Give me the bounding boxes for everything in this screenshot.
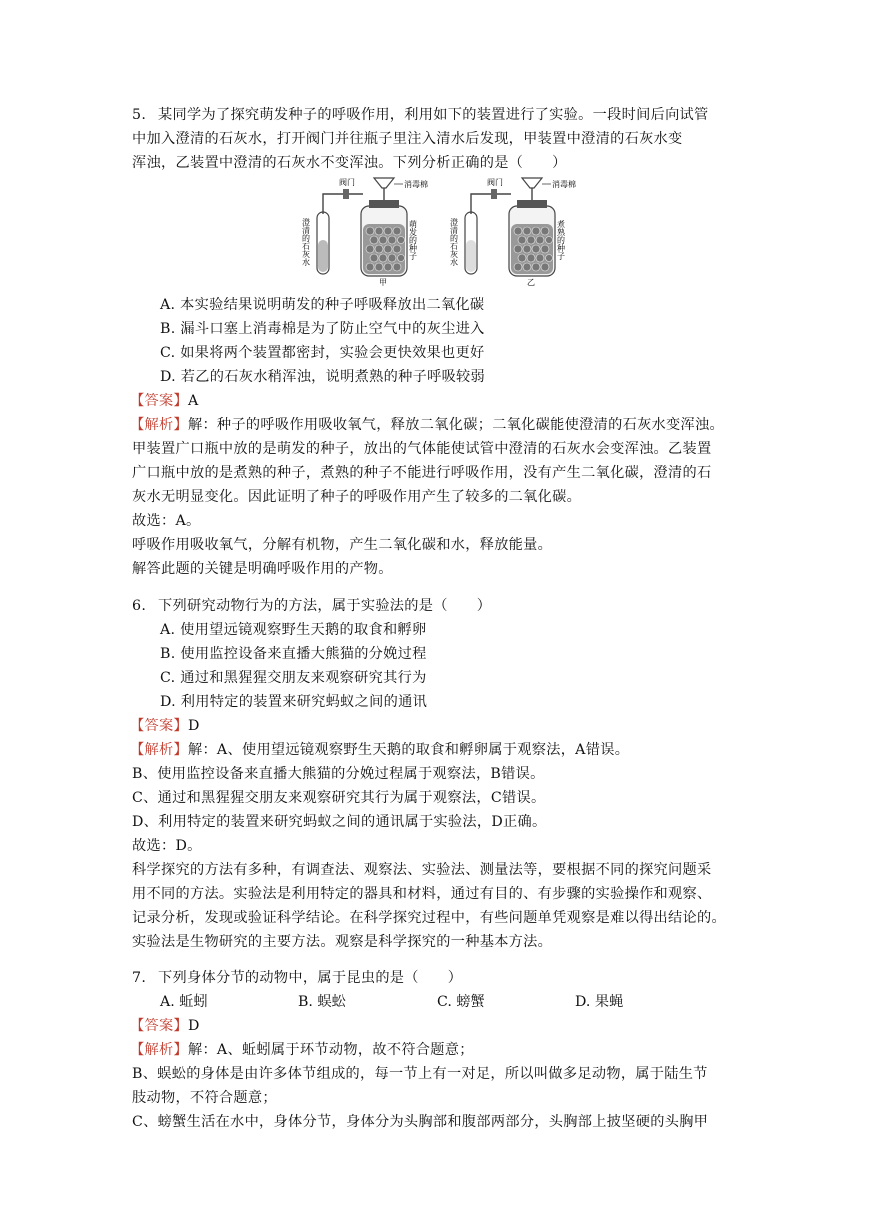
- q6-analysis-line-3: C、通过和黑猩猩交朋友来观察研究其行为属于观察法，C错误。: [132, 790, 546, 806]
- q6-analysis-line-2: B、使用监控设备来直播大熊猫的分娩过程属于观察法，B错误。: [132, 766, 545, 782]
- q6-option-c: C. 通过和黑猩猩交朋友来观察研究其行为: [160, 670, 427, 686]
- svg-text:萌发的种子: 萌发的种子: [408, 220, 418, 260]
- q7-option-a: A. 蚯蚓: [160, 994, 208, 1010]
- q5-stem-line-3: 浑浊，乙装置中澄清的石灰水不变浑浊。下列分析正确的是（ ）: [132, 155, 567, 171]
- q5-stem-line-2: 中加入澄清的石灰水，打开阀门并往瓶子里注入清水后发现，甲装置中澄清的石灰水变: [132, 131, 683, 147]
- q5-option-c: C. 如果将两个装置都密封，实验会更快效果也更好: [160, 345, 485, 361]
- q7-analysis-line-4: C、螃蟹生活在水中，身体分节，身体分为头胸部和腹部两部分，头胸部上披坚硬的头胸甲: [132, 1114, 709, 1130]
- svg-text:消毒棉: 消毒棉: [552, 180, 576, 189]
- q6-answer: 【答案】D: [130, 718, 200, 734]
- q6-analysis-line-9: 实验法是生物研究的主要方法。观察是科学探究的一种基本方法。: [132, 934, 553, 950]
- svg-text:澄清的石灰水: 澄清的石灰水: [449, 218, 459, 266]
- q6-analysis-line-6: 科学探究的方法有多种，有调查法、观察法、实验法、测量法等，要根据不同的探究问题采: [132, 862, 712, 878]
- q5-option-b: B. 漏斗口塞上消毒棉是为了防止空气中的灰尘进入: [160, 321, 485, 337]
- svg-text:消毒棉: 消毒棉: [404, 180, 428, 189]
- q5-option-d: D. 若乙的石灰水稍浑浊，说明煮熟的种子呼吸较弱: [160, 369, 486, 385]
- q7-option-d: D. 果蝇: [575, 994, 624, 1010]
- apparatus-jia: [302, 177, 429, 287]
- q7-stem: 7. 下列身体分节的动物中，属于昆虫的是（ ）: [132, 970, 463, 986]
- q6-analysis-line-1: 【解析】解：A、使用望远镜观察野生天鹅的取食和孵卵属于观察法，A错误。: [130, 742, 630, 758]
- q7-analysis-line-1: 【解析】解：A、蚯蚓属于环节动物，故不符合题意；: [130, 1042, 474, 1058]
- q5-stem-line-1: 5. 某同学为了探究萌发种子的呼吸作用，利用如下的装置进行了实验。一段时间后向试管: [132, 107, 709, 123]
- svg-text:澄清的石灰水: 澄清的石灰水: [301, 218, 311, 266]
- q6-analysis-line-7: 用不同的方法。实验法是利用特定的器具和材料，通过有目的、有步骤的实验操作和观察、: [132, 886, 712, 902]
- q6-stem: 6. 下列研究动物行为的方法，属于实验法的是（ ）: [132, 598, 492, 614]
- q5-analysis-line-6: 呼吸作用吸收氧气，分解有机物，产生二氧化碳和水，释放能量。: [132, 537, 553, 553]
- q5-analysis-line-2: 甲装置广口瓶中放的是萌发的种子，放出的气体能使试管中澄清的石灰水会变浑浊。乙装置: [132, 441, 712, 457]
- q6-analysis-line-5: 故选：D。: [132, 838, 202, 854]
- q5-option-a: A. 本实验结果说明萌发的种子呼吸释放出二氧化碳: [160, 297, 485, 313]
- q7-options: [160, 991, 760, 1013]
- q5-answer: 【答案】A: [130, 393, 199, 409]
- q6-analysis-line-8: 记录分析，发现或验证科学结论。在科学探究过程中，有些问题单凭观察是难以得出结论的。: [132, 910, 726, 926]
- q7-analysis-line-2: B、蜈蚣的身体是由许多体节组成的，每一节上有一对足，所以叫做多足动物，属于陆生节: [132, 1066, 708, 1082]
- svg-text:乙: 乙: [527, 278, 535, 287]
- q5-analysis-line-1: 【解析】解：种子的呼吸作用吸收氧气，释放二氧化碳；二氧化碳能使澄清的石灰水变浑浊。: [130, 417, 724, 433]
- q5-analysis-line-3: 广口瓶中放的是煮熟的种子，煮熟的种子不能进行呼吸作用，没有产生二氧化碳，澄清的石: [132, 465, 712, 481]
- apparatus-yi: [450, 177, 577, 287]
- q7-analysis-line-3: 肢动物，不符合题意；: [132, 1090, 277, 1106]
- svg-text:阀门: 阀门: [339, 178, 355, 187]
- q7-option-c: C. 螃蟹: [437, 994, 485, 1010]
- q6-option-d: D. 利用特定的装置来研究蚂蚁之间的通讯: [160, 694, 428, 710]
- q6-option-a: A. 使用望远镜观察野生天鹅的取食和孵卵: [160, 622, 427, 638]
- svg-text:阀门: 阀门: [487, 178, 503, 187]
- q5-analysis-line-4: 灰水无明显变化。因此证明了种子的呼吸作用产生了较多的二氧化碳。: [132, 489, 582, 505]
- q5-analysis-line-5: 故选：A。: [132, 513, 201, 529]
- q6-option-b: B. 使用监控设备来直播大熊猫的分娩过程: [160, 646, 427, 662]
- experiment-apparatus-figure: [301, 176, 576, 287]
- q7-answer: 【答案】D: [130, 1018, 200, 1034]
- q6-analysis-line-4: D、利用特定的装置来研究蚂蚁之间的通讯属于实验法，D正确。: [132, 814, 547, 830]
- q5-analysis-line-7: 解答此题的关键是明确呼吸作用的产物。: [132, 561, 393, 577]
- svg-text:甲: 甲: [379, 278, 387, 287]
- q7-option-b: B. 蜈蚣: [298, 994, 346, 1010]
- svg-text:煮熟的种子: 煮熟的种子: [556, 220, 566, 260]
